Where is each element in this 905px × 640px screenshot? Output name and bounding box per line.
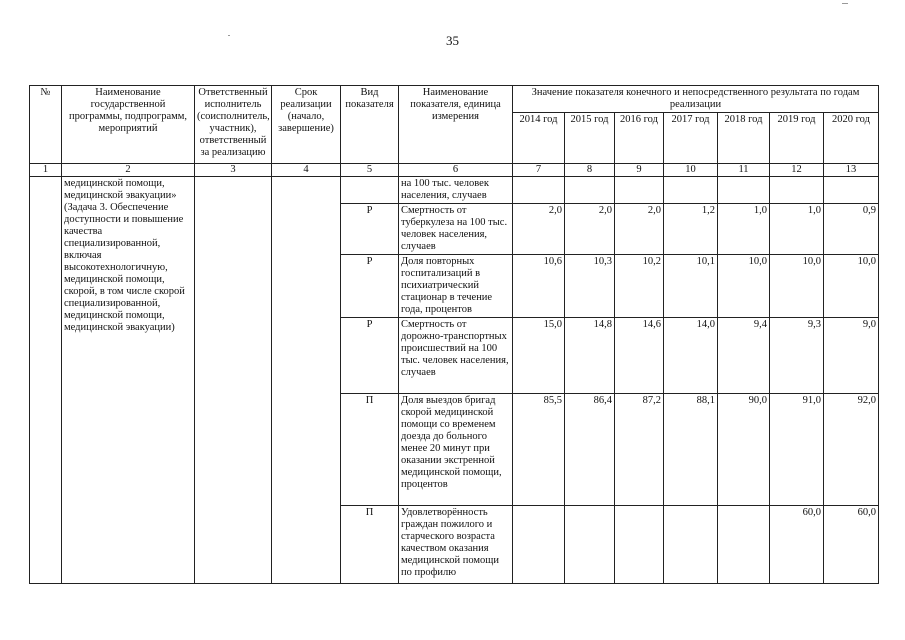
value-cell	[615, 177, 664, 204]
year-header: 2019 год	[770, 113, 824, 164]
value-cell	[824, 177, 879, 204]
value-cell: 0,9	[824, 204, 879, 255]
value-cell: 10,2	[615, 255, 664, 318]
value-cell: 10,0	[718, 255, 770, 318]
row-number-cell	[30, 177, 62, 584]
column-number: 10	[664, 164, 718, 177]
value-cell: 60,0	[824, 506, 879, 584]
value-cell: 2,0	[565, 204, 615, 255]
column-number: 1	[30, 164, 62, 177]
value-cell	[513, 506, 565, 584]
value-cell	[718, 177, 770, 204]
kind-cell	[341, 177, 399, 204]
value-cell: 10,1	[664, 255, 718, 318]
period-cell	[272, 177, 341, 584]
scan-artifact	[228, 35, 230, 36]
value-cell: 2,0	[615, 204, 664, 255]
value-cell: 14,0	[664, 318, 718, 394]
column-number: 8	[565, 164, 615, 177]
value-cell	[565, 506, 615, 584]
kind-cell: Р	[341, 318, 399, 394]
year-header: 2017 год	[664, 113, 718, 164]
value-cell: 1,0	[770, 204, 824, 255]
column-number: 13	[824, 164, 879, 177]
value-cell: 88,1	[664, 394, 718, 506]
value-cell: 10,0	[824, 255, 879, 318]
year-header: 2020 год	[824, 113, 879, 164]
col-header-responsible: Ответственный исполнитель (соисполнитель, участник), ответственный за реализацию	[195, 86, 272, 164]
col-header-period: Срок реализации (начало, завершение)	[272, 86, 341, 164]
year-header: 2014 год	[513, 113, 565, 164]
value-cell: 9,3	[770, 318, 824, 394]
value-cell	[615, 506, 664, 584]
year-header: 2015 год	[565, 113, 615, 164]
kind-cell: Р	[341, 204, 399, 255]
value-cell	[718, 506, 770, 584]
col-header-indicator: Наименование показателя, единица измерения	[399, 86, 513, 164]
indicator-cell: Смертность от туберкулеза на 100 тыс. человек населения, случаев	[399, 204, 513, 255]
header-row	[30, 86, 879, 113]
col-header-num: №	[30, 86, 62, 164]
value-cell: 10,0	[770, 255, 824, 318]
value-cell: 9,0	[824, 318, 879, 394]
scan-artifact	[842, 3, 848, 4]
column-number: 4	[272, 164, 341, 177]
kind-cell: Р	[341, 255, 399, 318]
value-cell: 86,4	[565, 394, 615, 506]
col-header-program: Наименование государственной программы, подпрограмм, мероприятий	[62, 86, 195, 164]
value-cell: 2,0	[513, 204, 565, 255]
value-cell: 92,0	[824, 394, 879, 506]
column-numbers-row	[30, 164, 879, 177]
value-cell	[664, 177, 718, 204]
kind-cell: П	[341, 506, 399, 584]
column-number: 3	[195, 164, 272, 177]
col-header-values-group: Значение показателя конечного и непосредственного результата по годам реализации	[513, 86, 879, 113]
value-cell	[664, 506, 718, 584]
column-number: 6	[399, 164, 513, 177]
col-header-kind: Вид показателя	[341, 86, 399, 164]
value-cell: 10,6	[513, 255, 565, 318]
column-number: 9	[615, 164, 664, 177]
indicator-cell: Смертность от дорожно-транспортных происшествий на 100 тыс. человек населения, случаев	[399, 318, 513, 394]
indicator-cell: Доля выездов бригад скорой медицинской помощи со временем доезда до больного менее 20 минут при оказании экстренной медицинской помощи, процентов	[399, 394, 513, 506]
value-cell	[770, 177, 824, 204]
column-number: 11	[718, 164, 770, 177]
value-cell: 9,4	[718, 318, 770, 394]
indicator-cell: Удовлетворённость граждан пожилого и старческого возраста качеством оказания медицинской помощи по профилю	[399, 506, 513, 584]
value-cell: 1,2	[664, 204, 718, 255]
value-cell: 60,0	[770, 506, 824, 584]
kind-cell: П	[341, 394, 399, 506]
table-row	[30, 177, 879, 204]
responsible-cell	[195, 177, 272, 584]
value-cell: 14,8	[565, 318, 615, 394]
column-number: 2	[62, 164, 195, 177]
value-cell: 1,0	[718, 204, 770, 255]
value-cell: 14,6	[615, 318, 664, 394]
value-cell	[565, 177, 615, 204]
column-number: 5	[341, 164, 399, 177]
program-name-cell: медицинской помощи, медицинской эвакуации» (Задача 3. Обеспечение доступности и повышение качества специализированной, включая высокотехнологичную, медицинской помощи, скорой, в том числе скорой специализированной, медицинской помощи, медицинской эвакуации)	[62, 177, 195, 584]
value-cell: 10,3	[565, 255, 615, 318]
value-cell: 87,2	[615, 394, 664, 506]
indicators-table	[29, 85, 879, 584]
value-cell: 90,0	[718, 394, 770, 506]
indicator-cell: Доля повторных госпитализаций в психиатрический стационар в течение года, процентов	[399, 255, 513, 318]
value-cell: 15,0	[513, 318, 565, 394]
value-cell: 91,0	[770, 394, 824, 506]
year-header: 2018 год	[718, 113, 770, 164]
column-number: 12	[770, 164, 824, 177]
column-number: 7	[513, 164, 565, 177]
page-number: 35	[446, 33, 459, 48]
value-cell	[513, 177, 565, 204]
year-header: 2016 год	[615, 113, 664, 164]
value-cell: 85,5	[513, 394, 565, 506]
indicator-cell: на 100 тыс. человек населения, случаев	[399, 177, 513, 204]
